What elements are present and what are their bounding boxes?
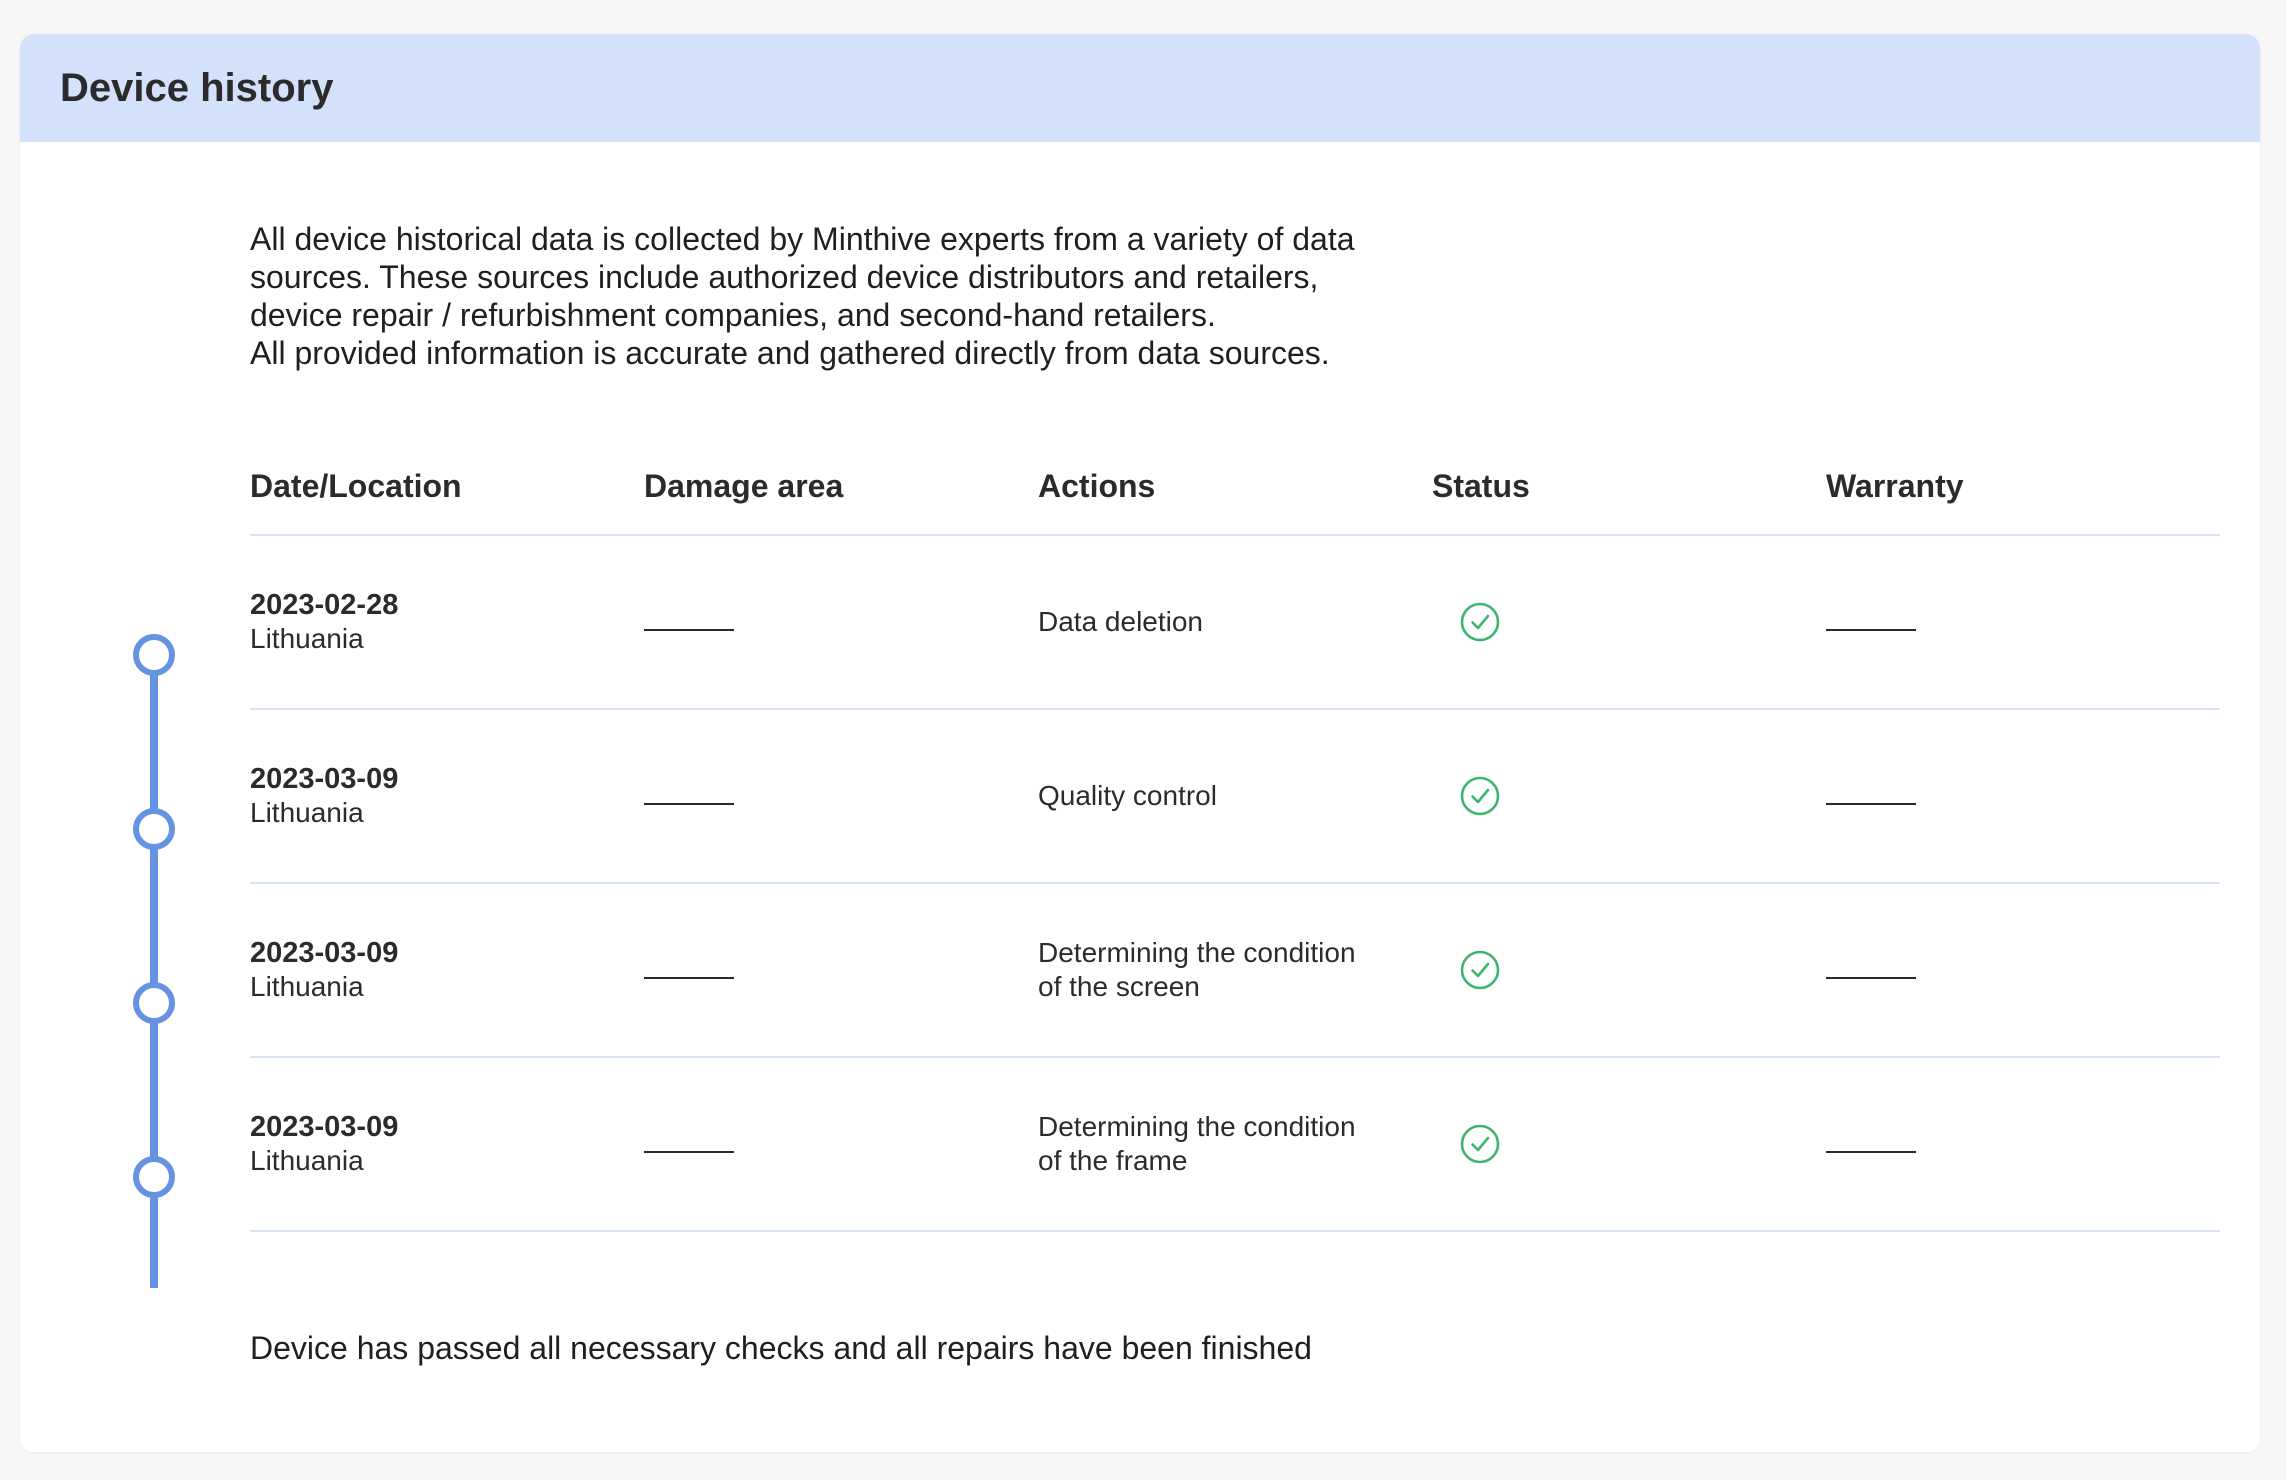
table-row <box>250 710 2220 884</box>
column-header-date-location: Date/Location <box>250 468 462 504</box>
timeline-dot <box>133 808 175 850</box>
actions-cell <box>1038 605 1432 639</box>
timeline <box>130 634 180 1294</box>
row-date: 2023-03-09 <box>250 763 399 795</box>
row-action-line: Data deletion <box>1038 606 1204 637</box>
damage-area-cell <box>644 779 1038 813</box>
table-row <box>250 884 2220 1058</box>
empty-value-dash <box>644 803 734 805</box>
empty-value-dash <box>644 977 734 979</box>
timeline-dot <box>133 634 175 676</box>
row-action-line: of the screen <box>1038 971 1200 1002</box>
history-table <box>250 464 2220 1232</box>
table-row <box>250 536 2220 710</box>
row-location: Lithuania <box>250 971 364 1002</box>
card-header <box>20 34 2260 142</box>
empty-value-dash <box>1826 629 1916 631</box>
row-action-line: of the frame <box>1038 1145 1188 1176</box>
status-cell <box>1432 776 1826 816</box>
table-row <box>250 1058 2220 1232</box>
column-header-damage-area: Damage area <box>644 468 844 504</box>
intro-line: All device historical data is collected by Minthive experts from a variety of data <box>250 221 1355 257</box>
damage-area-cell <box>644 1127 1038 1161</box>
column-header-status: Status <box>1432 468 1530 504</box>
row-action <box>1038 1110 1398 1178</box>
actions-cell <box>1038 936 1432 1004</box>
row-action-line: Determining the condition <box>1038 1111 1356 1142</box>
check-circle-icon <box>1460 776 1500 816</box>
empty-value-dash <box>1826 803 1916 805</box>
warranty-cell <box>1826 605 2220 639</box>
warranty-cell <box>1826 953 2220 987</box>
row-location: Lithuania <box>250 1145 364 1176</box>
date-location-cell <box>250 762 644 830</box>
row-location: Lithuania <box>250 797 364 828</box>
date-location-cell <box>250 936 644 1004</box>
device-history-card <box>20 34 2260 1452</box>
warranty-cell <box>1826 1127 2220 1161</box>
row-action <box>1038 936 1398 1004</box>
page-title: Device history <box>60 65 334 110</box>
row-date: 2023-03-09 <box>250 937 399 969</box>
check-circle-icon <box>1460 1124 1500 1164</box>
row-action <box>1038 779 1398 813</box>
warranty-cell <box>1826 779 2220 813</box>
status-cell <box>1432 1124 1826 1164</box>
table-header <box>250 464 2220 536</box>
timeline-dot <box>133 982 175 1024</box>
check-circle-icon <box>1460 602 1500 642</box>
status-cell <box>1432 950 1826 990</box>
row-action-line: Quality control <box>1038 780 1217 811</box>
completion-note: Device has passed all necessary checks and all repairs have been finished <box>250 1330 1312 1366</box>
actions-cell <box>1038 1110 1432 1178</box>
empty-value-dash <box>1826 977 1916 979</box>
column-header-actions: Actions <box>1038 468 1156 504</box>
row-action <box>1038 605 1398 639</box>
row-action-line: Determining the condition <box>1038 937 1356 968</box>
check-circle-icon <box>1460 950 1500 990</box>
column-header-warranty: Warranty <box>1826 468 1964 504</box>
damage-area-cell <box>644 953 1038 987</box>
row-date: 2023-02-28 <box>250 589 399 621</box>
empty-value-dash <box>644 1151 734 1153</box>
status-cell <box>1432 602 1826 642</box>
intro-line: All provided information is accurate and gathered directly from data sources. <box>250 335 1330 371</box>
damage-area-cell <box>644 605 1038 639</box>
empty-value-dash <box>1826 1151 1916 1153</box>
date-location-cell <box>250 1110 644 1178</box>
intro-line: sources. These sources include authorized device distributors and retailers, <box>250 259 1319 295</box>
timeline-dot <box>133 1156 175 1198</box>
date-location-cell <box>250 588 644 656</box>
intro-text <box>250 220 1550 372</box>
row-date: 2023-03-09 <box>250 1111 399 1143</box>
row-location: Lithuania <box>250 623 364 654</box>
intro-line: device repair / refurbishment companies, and second-hand retailers. <box>250 297 1216 333</box>
empty-value-dash <box>644 629 734 631</box>
actions-cell <box>1038 779 1432 813</box>
